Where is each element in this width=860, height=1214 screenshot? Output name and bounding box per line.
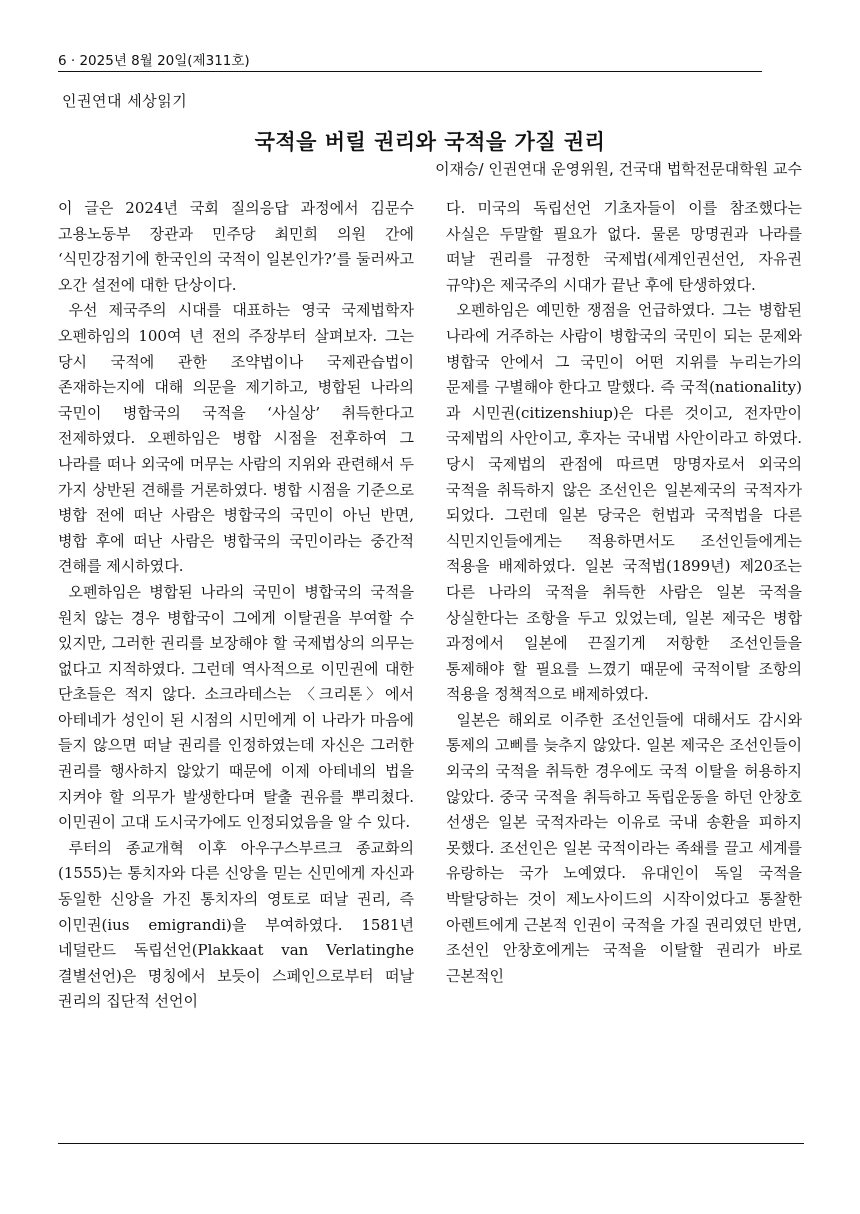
paragraph: 오펜하임은 병합된 나라의 국민이 병합국의 국적을 원치 않는 경우 병합국이 그에게 이탈권을 부여할 수 있지만, 그러한 권리를 보장해야 할 국제법상의 의무는 없다고 지적하였다. 그런데 역사적으로 이민권에 대한 단초들은 적지 않다. 소크라테스는 〈크리톤〉에서 아테네가 성인이 된 시점의 시민에게 이 나라가 마음에 들지 않으면 떠날 권리를 인정하였는데 자신은 그러한 권리를 행사하지 않았기 때문에 이제 아테네의 법을 지켜야 할 의무가 발생한다며 탈출 권유를 뿌리쳤다. 이민권이 고대 도시국가에도 인정되었음을 알 수 있다.	[58, 582, 414, 832]
article-title: 국적을 버릴 권리와 국적을 가질 권리	[254, 130, 606, 154]
paragraph: 루터의 종교개혁 이후 아우구스부르크 종교화의(1555)는 통치자와 다른 신앙을 믿는 신민에게 자신과 동일한 신앙을 가진 통치자의 영토로 떠날 권리, 즉 이민권(ius emigrandi)을 부여하였다. 1581년 네덜란드 독립선언(Plakkaat van Verlatinghe 결별선언)은 명칭에서 보듯이 스페인으로부터 떠날 권리의 집단적 선언이	[58, 838, 414, 1011]
page-info: 6 · 2025년 8월 20일(제311호)	[58, 53, 250, 69]
paragraph: 이 글은 2024년 국회 질의응답 과정에서 김문수 고용노동부 장관과 민주당 최민희 의원 간에 ‘식민강점기에 한국인의 국적이 일본인가?’를 둘러싸고 오간 설전에 대한 단상이다.	[58, 199, 414, 294]
article-column-right	[446, 196, 802, 989]
paragraph: 일본은 해외로 이주한 조선인들에 대해서도 감시와 통제의 고삐를 늦추지 않았다. 일본 제국은 조선인들이 외국의 국적을 취득한 경우에도 국적 이탈을 허용하지 않았다. 중국 국적을 취득하고 독립운동을 하던 안창호 선생은 일본 국적자라는 이유로 국내 송환을 피하지 못했다. 조선인은 일본 국적이라는 족쇄를 끌고 세계를 유랑하는 국가 노예였다. 유대인이 독일 국적을 박탈당하는 것이 제노사이드의 시작이었다고 통찰한 아렌트에게 근본적 인권이 국적을 가질 권리였던 반면, 조선인 안창호에게는 국적을 이탈할 권리가 바로 근본적인	[446, 710, 802, 985]
article-column-left	[58, 196, 414, 1015]
paragraph: 다. 미국의 독립선언 기초자들이 이를 참조했다는 사실은 두말할 필요가 없다. 물론 망명권과 나라를 떠날 권리를 규정한 국제법(세계인권선언, 자유권 규약)은 제국주의 시대가 끝난 후에 탄생하였다.	[446, 199, 802, 294]
paragraph: 우선 제국주의 시대를 대표하는 영국 국제법학자 오펜하임의 100여 년 전의 주장부터 살펴보자. 그는 당시 국적에 관한 조약법이나 국제관습법이 존재하는지에 대해 의문을 제기하고, 병합된 나라의 국민이 병합국의 국적을 ‘사실상’ 취득한다고 전제하였다. 오펜하임은 병합 시점을 전후하여 그 나라를 떠나 외국에 머무는 사람의 지위와 관련해서 두 가지 상반된 견해를 거론하였다. 병합 시점을 기준으로 병합 전에 떠난 사람은 병합국의 국민이 아닌 반면, 병합 후에 떠난 사람은 병합국의 국민이라는 중간적 견해를 제시하였다.	[58, 301, 414, 576]
article-byline: 이재승/ 인권연대 운영위원, 건국대 법학전문대학원 교수	[435, 160, 802, 178]
paragraph: 오펜하임은 예민한 쟁점을 언급하였다. 그는 병합된 나라에 거주하는 사람이 병합국의 국민이 되는 문제와 병합국 안에서 그 국민이 어떤 지위를 누리는가의 문제를 구별해야 한다고 말했다. 즉 국적(nationality)과 시민권(citizenshiup)은 다른 것이고, 전자만이 국제법의 사안이고, 후자는 국내법 사안이라고 하였다. 당시 국제법의 관점에 따르면 망명자로서 외국의 국적을 취득하지 않은 조선인은 일본제국의 국적자가 되었다. 그런데 일본 당국은 헌법과 국적법을 다른 식민지인들에게는 적용하면서도 조선인들에게는 적용을 배제하였다. 일본 국적법(1899년) 제20조는 다른 나라의 국적을 취득한 사람은 일본 국적을 상실한다는 조항을 두고 있었는데, 일본 제국은 병합 과정에서 일본에 끈질기게 저항한 조선인들을 통제해야 할 필요를 느꼈기 때문에 국적이탈 조항의 적용을 정책적으로 배제하였다.	[446, 301, 802, 704]
header-divider	[58, 71, 762, 72]
column-name: 인권연대 세상읽기	[62, 92, 188, 110]
footer-divider	[58, 1143, 804, 1144]
page-header	[58, 52, 760, 72]
